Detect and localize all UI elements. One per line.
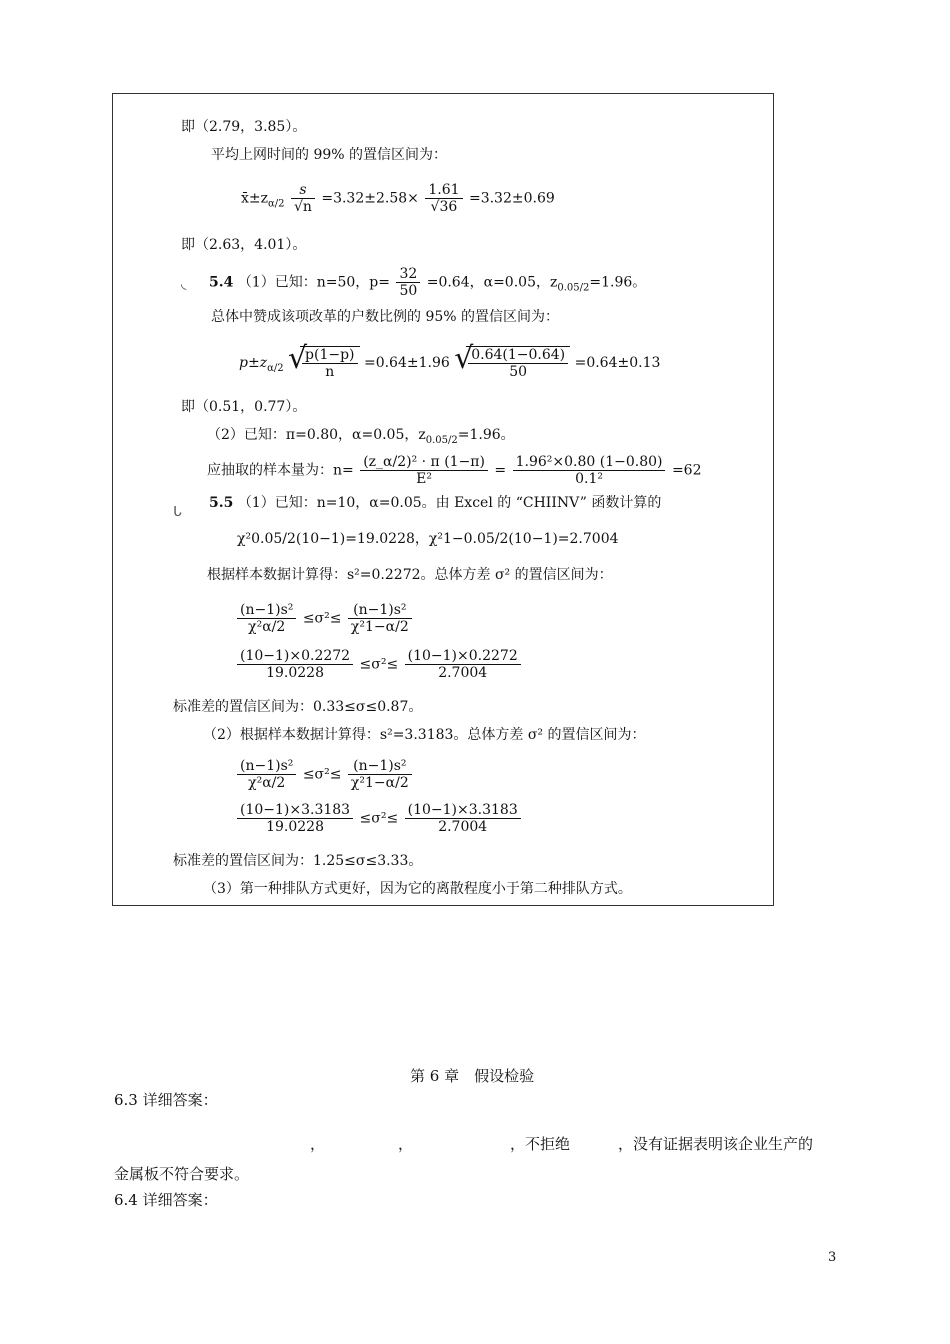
- problem-5-4-header: 5.4 （1）已知：n=50，p= $\frac{32}{50}$ =0.64，α=0.05，$z_{0.05/2}=1.96$。: [209, 266, 647, 299]
- text-line: 标准差的置信区间为：0.33≤σ≤0.87。: [173, 699, 423, 715]
- text-line: （2）根据样本数据计算得：s²=3.3183。总体方差 σ² 的置信区间为：: [203, 727, 646, 743]
- chapter-heading: 第 6 章 假设检验: [410, 1067, 535, 1085]
- answer-fragment: ，: [310, 1135, 326, 1153]
- text-line: 即（2.63，4.01）。: [181, 237, 307, 253]
- text-line: 标准差的置信区间为：1.25≤σ≤3.33。: [173, 853, 423, 869]
- pen-mark: ᒐ: [173, 504, 182, 520]
- answer-fragment: ，: [398, 1135, 414, 1153]
- question-heading: 6.4 详细答案：: [114, 1191, 218, 1209]
- formula-variance-interval: $\frac{\text{(n−1)s²}}{\text{χ²α/2}}$ ≤σ²≤ $\frac{\text{(n−1)s²}}{\text{χ²1−α/2}}$: [235, 602, 414, 635]
- text-line: 平均上网时间的 99% 的置信区间为：: [211, 147, 448, 163]
- problem-label: 5.5: [209, 495, 234, 511]
- scanned-solution-image: [112, 93, 774, 906]
- text-line: （2）已知：π=0.80，α=0.05，$z_{0.05/2}=1.96$。: [207, 427, 515, 446]
- pen-mark: ◟: [181, 276, 187, 292]
- problem-5-5-header: 5.5 （1）已知：n=10，α=0.05。由 Excel 的 “CHIINV” 函数计算的: [209, 495, 662, 511]
- text-line: 总体中赞成该项改革的户数比例的 95% 的置信区间为：: [211, 309, 560, 325]
- formula-variance-values: $\frac{(10-1)\times 3.3183}{19.0228}$ ≤σ²≤ $\frac{(10-1)\times 3.3183}{2.7004}$: [235, 802, 523, 835]
- formula-sample-size: 应抽取的样本量为：n= $\frac{\text{(z\_α/2)² · π (1−π)}}{\text{E²}}$ = $\frac{\text{1.96²×0.80 (1−0.80)}}{\text{0.1²}}$ =62: [207, 454, 702, 487]
- answer-line: 金属板不符合要求。: [114, 1165, 250, 1183]
- text-line: 即（2.79，3.85）。: [181, 119, 307, 135]
- formula-proportion-interval: $p\pm z_{\alpha/2}$ √ $\frac{p(1-p)}{n}$ =0.64±1.96 √ $\frac{0.64(1-0.64)}{50}$ =0.64±0.13: [239, 341, 661, 380]
- question-heading: 6.3 详细答案：: [114, 1091, 218, 1109]
- text-line: 即（0.51，0.77）。: [181, 399, 307, 415]
- text-line: （3）第一种排队方式更好，因为它的离散程度小于第二种排队方式。: [203, 881, 632, 897]
- problem-label: 5.4: [209, 274, 234, 291]
- answer-fragment: ，没有证据表明该企业生产的: [618, 1135, 814, 1153]
- page-number: 3: [828, 1250, 837, 1265]
- text-line: χ²0.05/2(10−1)=19.0228，χ²1−0.05/2(10−1)=2.7004: [237, 531, 619, 547]
- formula-variance-values: $\frac{(10-1)\times 0.2272}{19.0228}$ ≤σ²≤ $\frac{(10-1)\times 0.2272}{2.7004}$: [235, 648, 523, 681]
- answer-fragment: ，不拒绝: [510, 1135, 571, 1153]
- text-line: 根据样本数据计算得：s²=0.2272。总体方差 σ² 的置信区间为：: [207, 567, 613, 583]
- formula-variance-interval: $\frac{\text{(n−1)s²}}{\text{χ²α/2}}$ ≤σ²≤ $\frac{\text{(n−1)s²}}{\text{χ²1−α/2}}$: [235, 758, 414, 791]
- formula-mean-interval: $x̄\pm z_{\alpha/2}$ $\frac{s}{√n}$ =3.32±2.58× $\frac{1.61}{√36}$ =3.32±0.69: [241, 182, 555, 215]
